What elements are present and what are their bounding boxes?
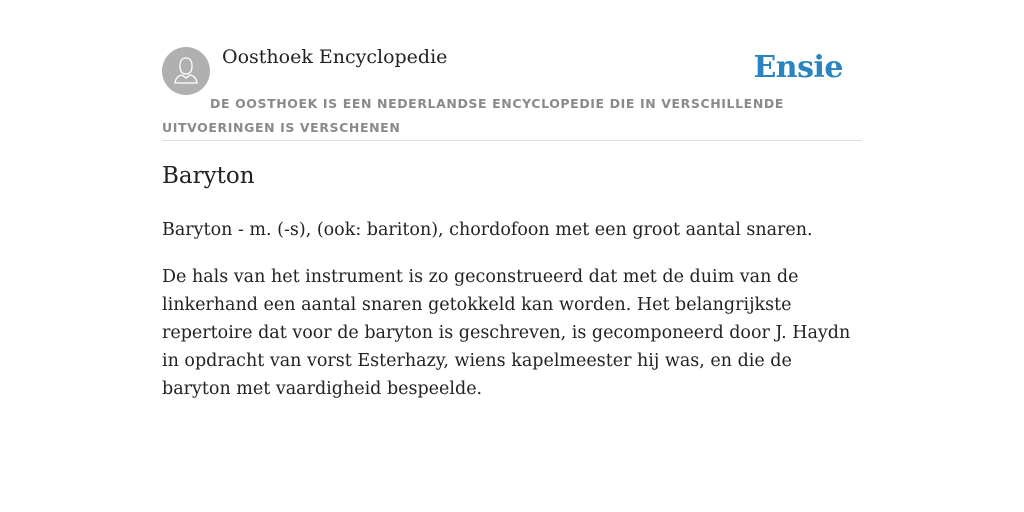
user-icon[interactable] xyxy=(162,47,210,95)
brand-logo[interactable]: Ensie xyxy=(753,50,843,85)
article-title: Baryton xyxy=(162,163,255,189)
source-title[interactable]: Oosthoek Encyclopedie xyxy=(222,46,448,68)
source-description: DE OOSTHOEK IS EEN NEDERLANDSE ENCYCLOPEDIE DIE IN VERSCHILLENDE UITVOERINGEN IS VERSCHENEN xyxy=(162,96,784,135)
article-paragraph: Baryton - m. (-s), (ook: bariton), chordofoon met een groot aantal snaren. xyxy=(162,220,813,240)
article-paragraph: De hals van het instrument is zo geconstrueerd dat met de duim van de linkerhand een aantal snaren getokkeld kan worden. Het belangrijkste repertoire dat voor de baryton is geschreven, is gecomponeerd door J. Haydn in opdracht van vorst Esterhazy, wiens kapelmeester hij was, en die de baryton met vaardigheid bespeelde. xyxy=(162,267,851,399)
source-header xyxy=(162,44,862,141)
